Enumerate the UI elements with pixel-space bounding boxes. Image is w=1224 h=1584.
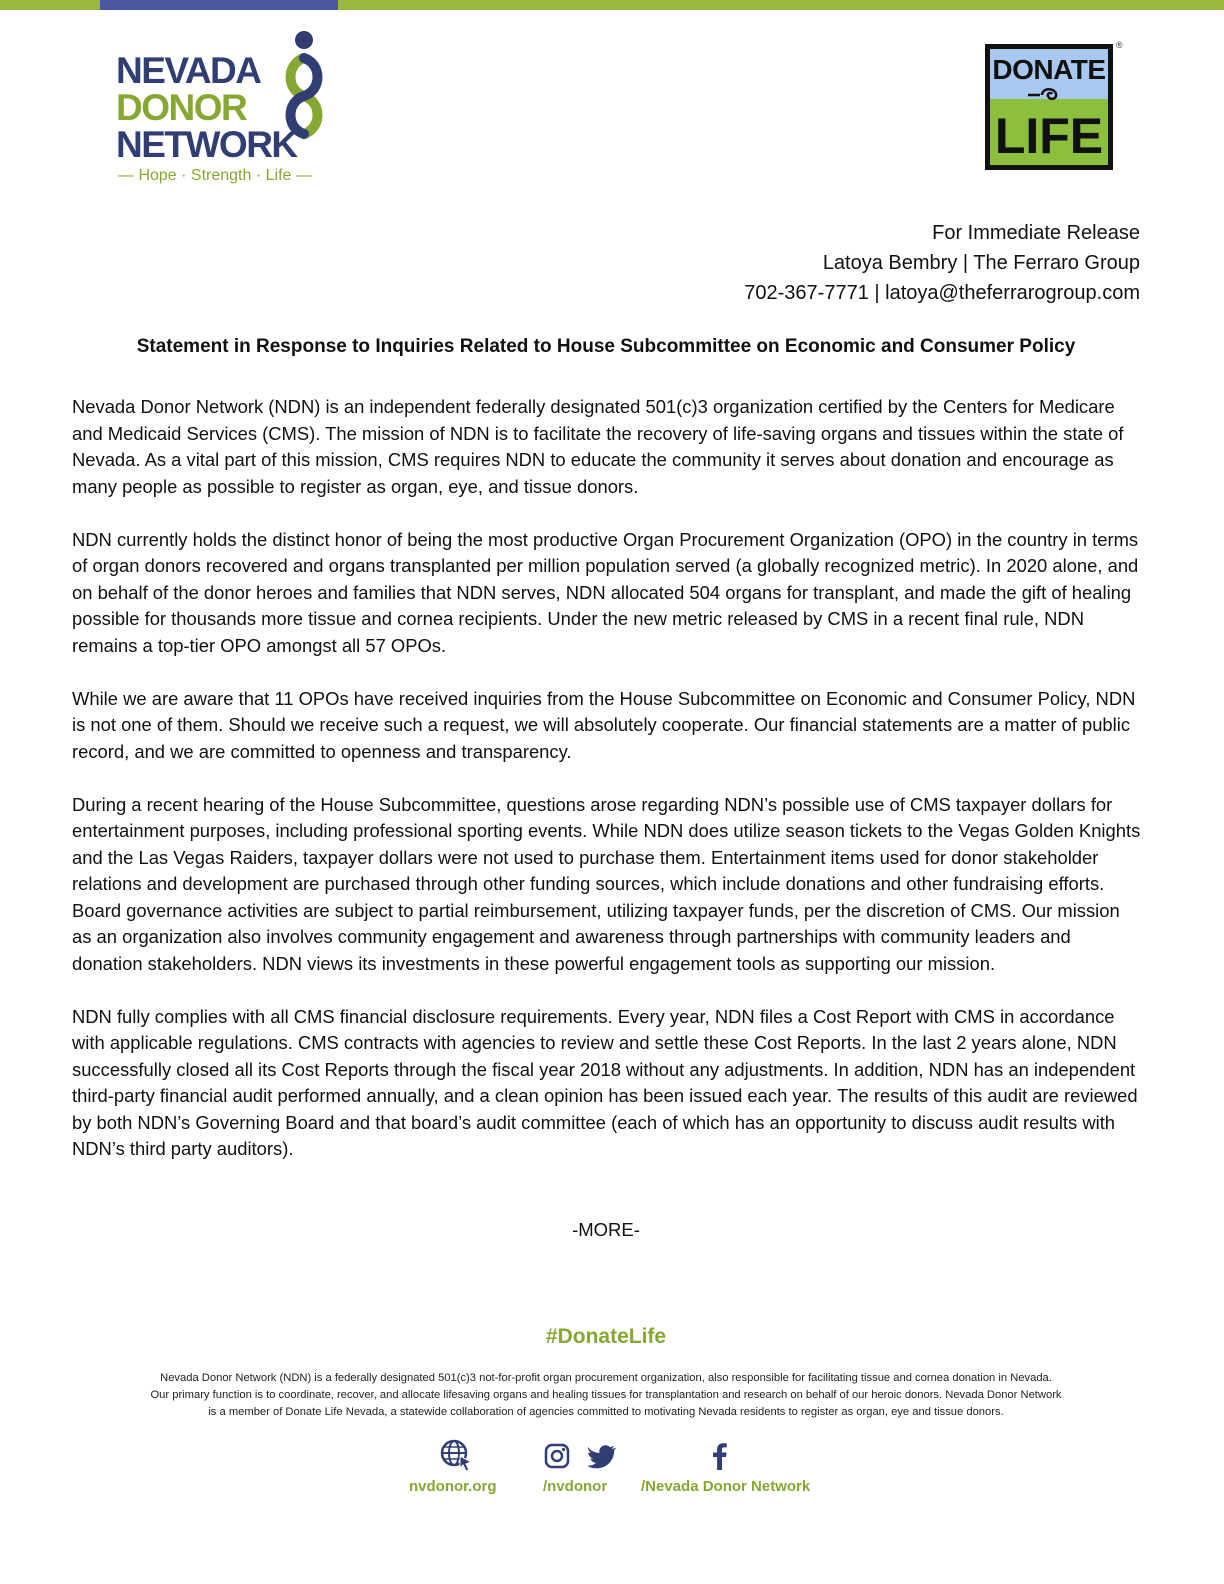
paragraph-3: While we are aware that 11 OPOs have received inquiries from the House Subcommittee on Economic and Consumer Policy, NDN is not one of them. Should we receive such a request, we will absolutely cooperate. Our financial statements are a matter of public record, and we are committed to openness and transparency. bbox=[72, 687, 1136, 762]
paragraph-4: During a recent hearing of the House Subcommittee, questions arose regarding NDN’s possible use of CMS taxpayer dollars for entertainment purposes, including professional sporting events. While NDN does utilize season tickets to the Vegas Golden Knights and the Las Vegas Raiders, taxpayer dollars were not used to purchase them. Entertainment items used for donor stakeholder relations and development are purchased through other funding sources, which include donations and other fundraising efforts. Board governance activities are subject to partial reimbursement, utilizing taxpayer funds, per the discretion of CMS. Our mission as an organization also involves community engagement and awareness through partnerships with community leaders and donation stakeholders. NDN views its investments in these powerful engagement tools as supporting our mission. bbox=[72, 793, 1141, 974]
twitter-icon[interactable] bbox=[588, 1445, 616, 1469]
release-phone-email: 702-367-7771 | latoya@theferrarogroup.com bbox=[744, 282, 1140, 304]
donate-life-logo-top: DONATE bbox=[992, 54, 1106, 85]
disclaimer-line-2: Our primary function is to coordinate, recover, and allocate lifesaving organs and healing tissues for transplantation and research on behalf of our heroic donors. Nevada Donor Network bbox=[150, 1389, 1062, 1401]
globe-cursor-icon[interactable] bbox=[439, 1438, 475, 1472]
donate-life-logo bbox=[985, 44, 1113, 170]
registered-mark: ® bbox=[1116, 40, 1123, 50]
footer-disclaimer bbox=[70, 1370, 1142, 1421]
nvdonor-handle-link[interactable]: /nvdonor bbox=[543, 1478, 608, 1495]
paragraph-1: Nevada Donor Network (NDN) is an independent federally designated 501(c)3 organization certified by the Centers for Medicare and Medicaid Services (CMS). The mission of NDN is to facilitate the recovery of life-saving organs and tissues within the state of Nevada. As a vital part of this mission, CMS requires NDN to educate the community it serves about donation and encourage as many people as possible to register as organ, eye, and tissue donors. bbox=[72, 396, 1124, 497]
paragraph-5: NDN fully complies with all CMS financial disclosure requirements. Every year, NDN files a Cost Report with CMS in accordance with applicable regulations. CMS contracts with agencies to review and settle these Cost Reports. In the last 2 years alone, NDN successfully closed all its Cost Reports through the fiscal year 2018 without any adjustments. In addition, NDN has an independent third-party financial audit performed annually, and a clean opinion has been issued each year. The results of this audit are reviewed by both NDN’s Governing Board and that board’s audit committee (each of which has an opportunity to discuss audit results with NDN’s third party auditors). bbox=[72, 1005, 1138, 1159]
ndn-logo bbox=[116, 30, 346, 195]
ndn-logo-line2: DONOR bbox=[116, 87, 247, 128]
hashtag: #DonateLife bbox=[545, 1325, 667, 1348]
website-link[interactable]: nvdonor.org bbox=[409, 1478, 497, 1495]
swirl-icon bbox=[1026, 84, 1072, 106]
ndn-chain-icon bbox=[282, 30, 328, 160]
donate-life-logo-bottom: LIFE bbox=[994, 108, 1104, 164]
ndn-logo-wordmark bbox=[116, 52, 297, 163]
disclaimer-line-3: is a member of Donate Life Nevada, a statewide collaboration of agencies committed to motivating Nevada residents to register as organ, eye and tissue donors. bbox=[208, 1406, 1004, 1418]
top-color-bar bbox=[0, 0, 1224, 10]
statement-body bbox=[72, 394, 1144, 1189]
statement-headline: Statement in Response to Inquiries Related to House Subcommittee on Economic and Consumer Policy bbox=[136, 336, 1076, 357]
ndn-logo-tagline: — Hope · Strength · Life — bbox=[118, 167, 312, 184]
release-contact: Latoya Bembry | The Ferraro Group bbox=[822, 252, 1140, 274]
instagram-icon[interactable] bbox=[544, 1443, 570, 1469]
facebook-icon[interactable] bbox=[712, 1442, 728, 1470]
ndn-logo-line3: NETWORK bbox=[116, 124, 297, 165]
disclaimer-line-1: Nevada Donor Network (NDN) is a federally designated 501(c)3 not-for-profit organ procurement organization, also responsible for facilitating tissue and cornea donation in Nevada. bbox=[160, 1372, 1052, 1384]
paragraph-2: NDN currently holds the distinct honor of being the most productive Organ Procurement Organization (OPO) in the country in terms of organ donors recovered and organs transplanted per million population served (a globally recognized metric). In 2020 alone, and on behalf of the donor heroes and families that NDN serves, NDN allocated 504 organs for transplant, and made the gift of healing possible for thousands more tissue and cornea recipients. Under the new metric released by CMS in a recent final rule, NDN remains a top-tier OPO amongst all 57 OPOs. bbox=[72, 528, 1139, 656]
release-status: For Immediate Release bbox=[932, 222, 1140, 244]
release-info bbox=[744, 218, 1140, 308]
facebook-page-link[interactable]: /Nevada Donor Network bbox=[641, 1478, 811, 1495]
ndn-logo-line1: NEVADA bbox=[116, 50, 261, 91]
top-color-bar-accent bbox=[100, 0, 338, 10]
more-marker: -MORE- bbox=[572, 1219, 640, 1240]
